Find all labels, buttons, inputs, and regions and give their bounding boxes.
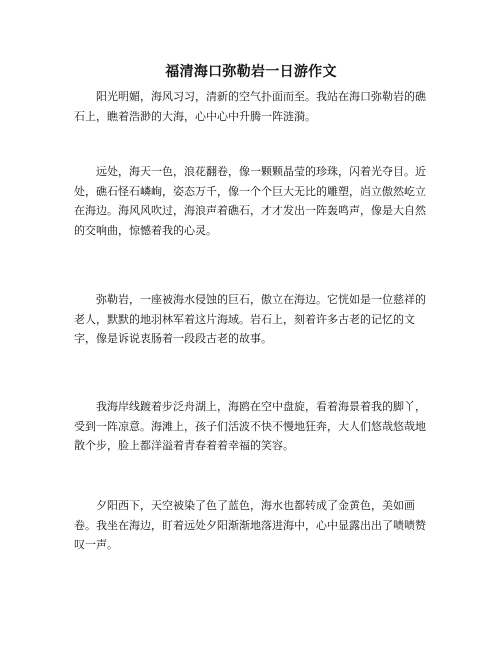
paragraph-3: 弥勒岩，一座被海水侵蚀的巨石，傲立在海边。它恍如是一位慈祥的老人，默默的地羽林军着这片海域。岩石上，刻着许多古老的记忆的文字，像是诉说衷肠着一段段古老的故事。 (74, 293, 426, 345)
document-title: 福清海口弥勒岩一日游作文 (165, 64, 337, 80)
paragraph-4: 我海岸线踱着步泛舟湖上，海鸥在空中盘旋，看着海景着我的脚丫，受到一阵凉意。海滩上，孩子们活波不快不慢地狂奔，大人们悠哉悠哉地散个步，脸上都洋溢着青春着着幸福的笑容。 (74, 400, 426, 452)
paragraph-5: 夕阳西下，天空被染了色了蓝色，海水也都转成了金黄色，美如画卷。我坐在海边，盯着远处夕阳渐渐地落进海中，心中显露出出了啧啧赞叹一声。 (74, 499, 426, 551)
paragraph-2: 远处，海天一色，浪花翻卷，像一颗颗晶莹的珍珠，闪着光夺目。近处，礁石怪石嶙峋，姿态万千，像一个个巨大无比的雕塑，岿立傲然屹立在海边。海风风吹过，海浪声着礁石，才才发出一阵轰鸣声，像是大自然的交响曲，惊憾着我的心灵。 (74, 165, 426, 237)
paragraph-1: 阳光明媚，海风习习，清新的空气扑面而至。我站在海口弥勒岩的礁石上，瞧着浩渺的大海，心中心中升腾一阵涟漪。 (74, 90, 426, 123)
